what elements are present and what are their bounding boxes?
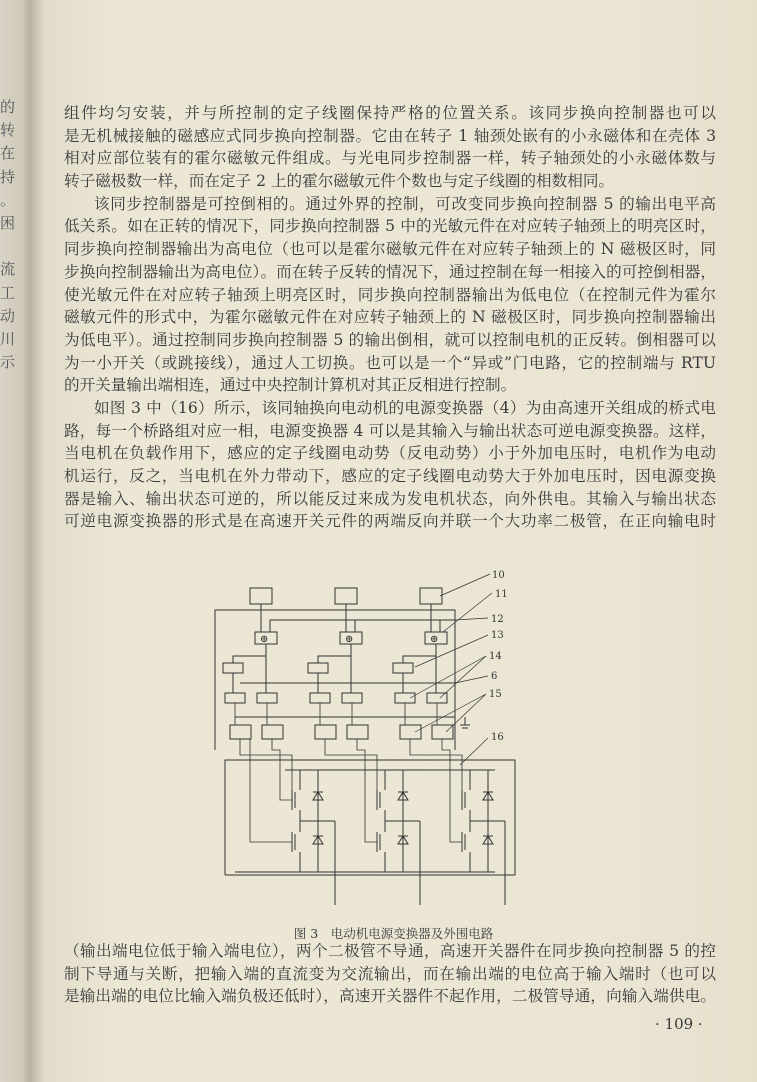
leader-lines <box>410 574 492 765</box>
text-line: 是无机械接触的磁感应式同步换向控制器。它由在转子 1 轴颈处嵌有的小永磁体和在壳体 3 <box>64 126 716 145</box>
svg-text:⊕: ⊕ <box>345 634 354 645</box>
page-number: · 109 · <box>655 1015 703 1033</box>
margin-fragment: 川 <box>0 329 16 348</box>
inverter-boxes <box>223 663 413 673</box>
label-12: 12 <box>491 614 504 625</box>
optocoupler-boxes <box>230 725 453 739</box>
bottom-text <box>64 940 716 1008</box>
label-13: 13 <box>491 630 504 641</box>
text-line: 为低电平）。通过控制同步换向控制器 5 的输出倒相，就可以控制电机的正反转。倒相器可以 <box>64 330 716 349</box>
margin-fragment: 转 <box>0 121 16 140</box>
text-line: 可逆电源变换器的形式是在高速开关元件的两端反向并联一个大功率二极管，在正向输电时 <box>64 512 716 531</box>
text-line: 该同步控制器是可控倒相的。通过外界的控制，可改变同步换向控制器 5 的输出电平高 <box>94 194 716 213</box>
text-line: 相对应部位装有的霍尔磁敏元件组成。与光电同步控制器一样，转子轴颈处的小永磁体数与 <box>64 149 716 168</box>
figure-caption: 图 3 电动机电源变换器及外围电路 <box>293 926 494 941</box>
text-line: 的开关量输出端相连，通过中央控制计算机对其正反相进行控制。 <box>64 376 517 395</box>
text-line: 如图 3 中（16）所示，该同轴换向电动机的电源变换器（4）为由高速开关组成的桥式电 <box>94 398 716 417</box>
facing-page-margin-fragments <box>0 96 16 374</box>
controller-boxes <box>250 588 442 604</box>
label-10: 10 <box>492 570 505 581</box>
label-16: 16 <box>491 732 504 743</box>
margin-fragment: 困 <box>0 213 16 232</box>
circuit-diagram-figure <box>210 560 530 920</box>
text-line: 器是输入、输出状态可逆的，所以能反过来成为发电机状态，向外供电。其输入与输出状态 <box>64 489 716 508</box>
margin-fragment: 的 <box>0 98 16 116</box>
margin-fragment <box>0 235 16 258</box>
text-line: 路，每一个桥路组对应一相，电源变换器 4 可以是其输入与输出状态可逆电源变换器。这样， <box>64 421 716 440</box>
text-line: 转子磁极数一样，而在定子 2 上的霍尔磁敏元件个数也与定子线圈的相数相同。 <box>64 172 615 191</box>
text-line: 为一小开关（或跳接线），通过人工切换。也可以是一个“异或”门电路，它的控制端与 RTU <box>64 353 716 372</box>
svg-text:⊕: ⊕ <box>260 634 269 645</box>
margin-fragment: 流 <box>0 260 16 279</box>
bridge-legs <box>292 770 505 905</box>
label-14: 14 <box>489 651 502 662</box>
driver-boxes <box>225 693 447 703</box>
text-line: 当电机在负载作用下，感应的定子线圈电动势（反电动势）小于外加电压时，电机作为电动 <box>64 444 716 463</box>
label-15: 15 <box>489 689 502 700</box>
text-line: 制下导通与关断，把输入端的直流变为交流输出，而在输出端的电位高于输入端时（也可以 <box>64 964 716 983</box>
text-line: 同步换向控制器输出为高电位（也可以是霍尔磁敏元件在对应转子轴颈上的 N 磁极区时，同 <box>64 240 716 259</box>
margin-fragment: 持 <box>0 167 16 186</box>
body-text <box>64 102 716 533</box>
label-11: 11 <box>495 589 508 600</box>
text-line: 使光敏元件在对应转子轴颈上明亮区时，同步换向控制器输出为低电位（在控制元件为霍尔 <box>64 285 716 304</box>
margin-fragment: 示 <box>0 353 16 372</box>
margin-fragment: 。 <box>0 190 16 209</box>
circuit-diagram <box>210 560 530 920</box>
label-6: 6 <box>491 671 498 682</box>
text-line: 组件均匀安装，并与所控制的定子线圈保持严格的位置关系。该同步换向控制器也可以 <box>64 104 716 122</box>
text-line: 是输出端的电位比输入端负极还低时），高速开关器件不起作用，二极管导通，向输入端供电。 <box>64 987 716 1006</box>
margin-fragment: 工 <box>0 283 16 302</box>
svg-text:⊕: ⊕ <box>430 634 439 645</box>
text-line: 机运行，反之，当电机在外力带动下，感应的定子线圈电动势大于外加电压时，因电源变换 <box>64 467 716 485</box>
margin-fragment: 动 <box>0 306 16 325</box>
text-line: 低关系。如在正转的情况下，同步换向控制器 5 中的光敏元件在对应转子轴颈上的明亮区时， <box>64 217 716 236</box>
bridge-frame <box>225 760 515 875</box>
text-line: 磁敏元件的形式中，为霍尔磁敏元件在对应转子轴颈上的 N 磁极区时，同步换向控制器输出 <box>64 308 716 327</box>
margin-fragment: 在 <box>0 144 16 163</box>
xor-gates <box>255 632 447 645</box>
text-line: （输出端电位低于输入端电位），两个二极管不导通，高速开关器件在同步换向控制器 5 的控 <box>64 942 716 960</box>
text-line: 步换向控制器输出为高电位）。而在转子反转的情况下，通过控制在每一相接入的可控倒相器， <box>64 262 716 281</box>
